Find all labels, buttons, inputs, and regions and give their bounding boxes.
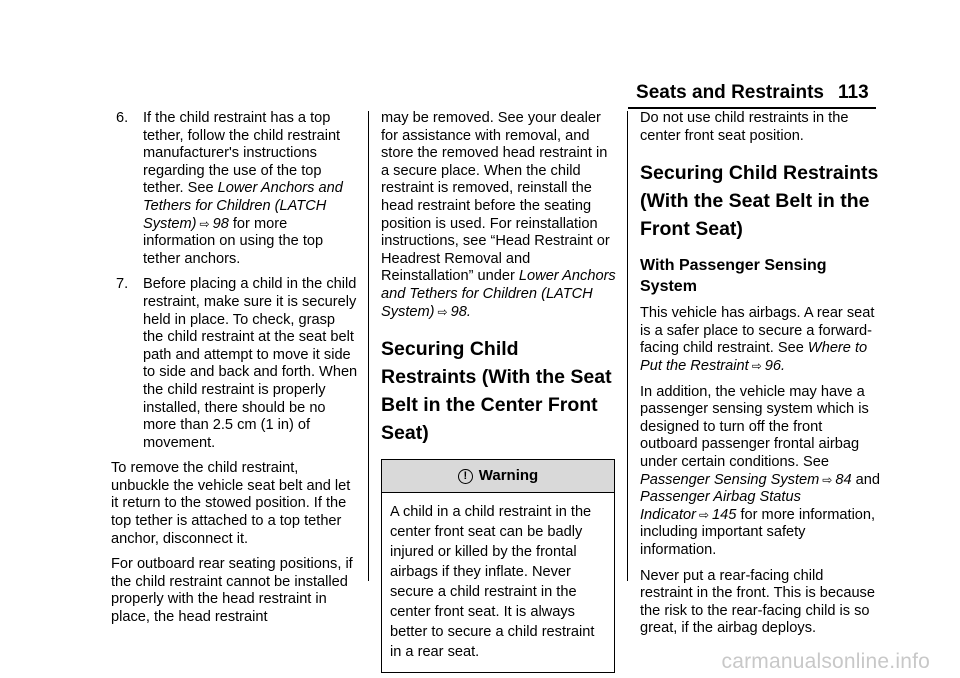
paragraph: This vehicle has airbags. A rear seat is a safer place to secure a forward-facing child restraint. See Where to Put the Restraint ⇨ 96.	[640, 305, 875, 374]
list-text: Before placing a child in the child restraint, make sure it is securely held in place. To check, grasp the child restraint at the seat belt path and attempt to move it side to side and back and forth. When the child restraint is properly installed, there should be no more than 2.5 cm (1 in) of movement.	[143, 276, 358, 451]
header-section-title: Seats and Restraints	[636, 82, 824, 103]
page-ref[interactable]: 84	[835, 471, 852, 488]
column-2	[381, 110, 617, 673]
watermark: carmanualsonline.info	[721, 650, 930, 673]
paragraph: Never put a rear-facing child restraint in the front. This is because the risk to the rear-facing child is so great, if the airbag deploys.	[640, 567, 875, 637]
list-item-7	[111, 276, 359, 452]
cross-reference-link[interactable]: Lower Anchors and Tethers for Children (LATCH System)	[143, 180, 343, 232]
warning-icon: !	[458, 469, 473, 484]
section-heading: Securing Child Restraints (With the Seat Belt in the Front Seat)	[640, 162, 879, 241]
paragraph: Do not use child restraints in the center front seat position.	[640, 110, 849, 144]
cross-reference-link[interactable]: Passenger Sensing System	[640, 471, 820, 488]
section-heading: Securing Child Restraints (With the Seat Belt in the Center Front Seat)	[381, 338, 612, 445]
column-3	[640, 110, 880, 646]
paragraph: may be removed. See your dealer for assistance with removal, and store the removed head restraint in a secure place. When the child restraint is removed, reinstall the head restraint before the seating position is used. For reinstallation instructions, see “Head Restraint or Headrest Removal and Reinstallation” under Lower Anchors and Tethers for Children (LATCH System) ⇨ 98.	[381, 110, 616, 320]
list-text: If the child restraint has a top tether, follow the child restraint manufacturer's instructions regarding the use of the top tether. See Lower Anchors and Tethers for Children (LATCH System) ⇨ 98 for more information on using the top tether anchors.	[143, 110, 343, 267]
list-number: 6.	[116, 110, 129, 126]
page-ref-arrow-icon: ⇨	[698, 507, 710, 522]
paragraph: For outboard rear seating positions, if the child restraint cannot be installed properly with the head restraint in place, the head restraint	[111, 556, 353, 626]
header-rule	[628, 107, 876, 109]
column-divider-2	[627, 111, 628, 581]
paragraph: To remove the child restraint, unbuckle the vehicle seat belt and let it return to the stowed position. If the top tether is attached to a top tether anchor, disconnect it.	[111, 460, 351, 547]
paragraph: In addition, the vehicle may have a passenger sensing system which is designed to turn off the front outboard passenger frontal airbag under certain conditions. See Passenger Sensing System ⇨ 84 and Passenger Airbag Status Indicator ⇨ 145 for more information, including important safety information.	[640, 383, 880, 558]
subsection-heading: With Passenger Sensing System	[640, 257, 827, 296]
warning-title: Warning	[478, 467, 539, 485]
page-ref[interactable]: 98	[212, 215, 229, 232]
warning-text: A child in a child restraint in the center front seat can be badly injured or killed by the frontal airbags if they inflate. Never secure a child restraint in the center front seat. It is always better to secure a child restraint in a rear seat.	[390, 504, 595, 661]
list-number: 7.	[116, 276, 129, 293]
column-divider-1	[368, 111, 369, 581]
page-ref-arrow-icon: ⇨	[822, 472, 833, 487]
list-item-6	[111, 110, 359, 268]
page-ref-arrow-icon: ⇨	[751, 358, 762, 373]
warning-header	[382, 460, 614, 493]
page-ref[interactable]: 145	[712, 506, 737, 523]
cross-reference-link[interactable]: Passenger Airbag Status Indicator	[640, 489, 801, 523]
page-number: 113	[838, 82, 869, 103]
page-ref-arrow-icon: ⇨	[437, 304, 448, 319]
page-ref-arrow-icon: ⇨	[199, 216, 210, 231]
column-1	[111, 110, 359, 635]
cross-reference-link[interactable]: Lower Anchors and Tethers for Children (LATCH System)	[381, 268, 616, 320]
page-ref[interactable]: 96	[764, 357, 781, 374]
cross-reference-link[interactable]: Where to Put the Restraint	[640, 340, 868, 374]
page-ref[interactable]: 98	[450, 303, 467, 320]
warning-box	[381, 459, 615, 673]
